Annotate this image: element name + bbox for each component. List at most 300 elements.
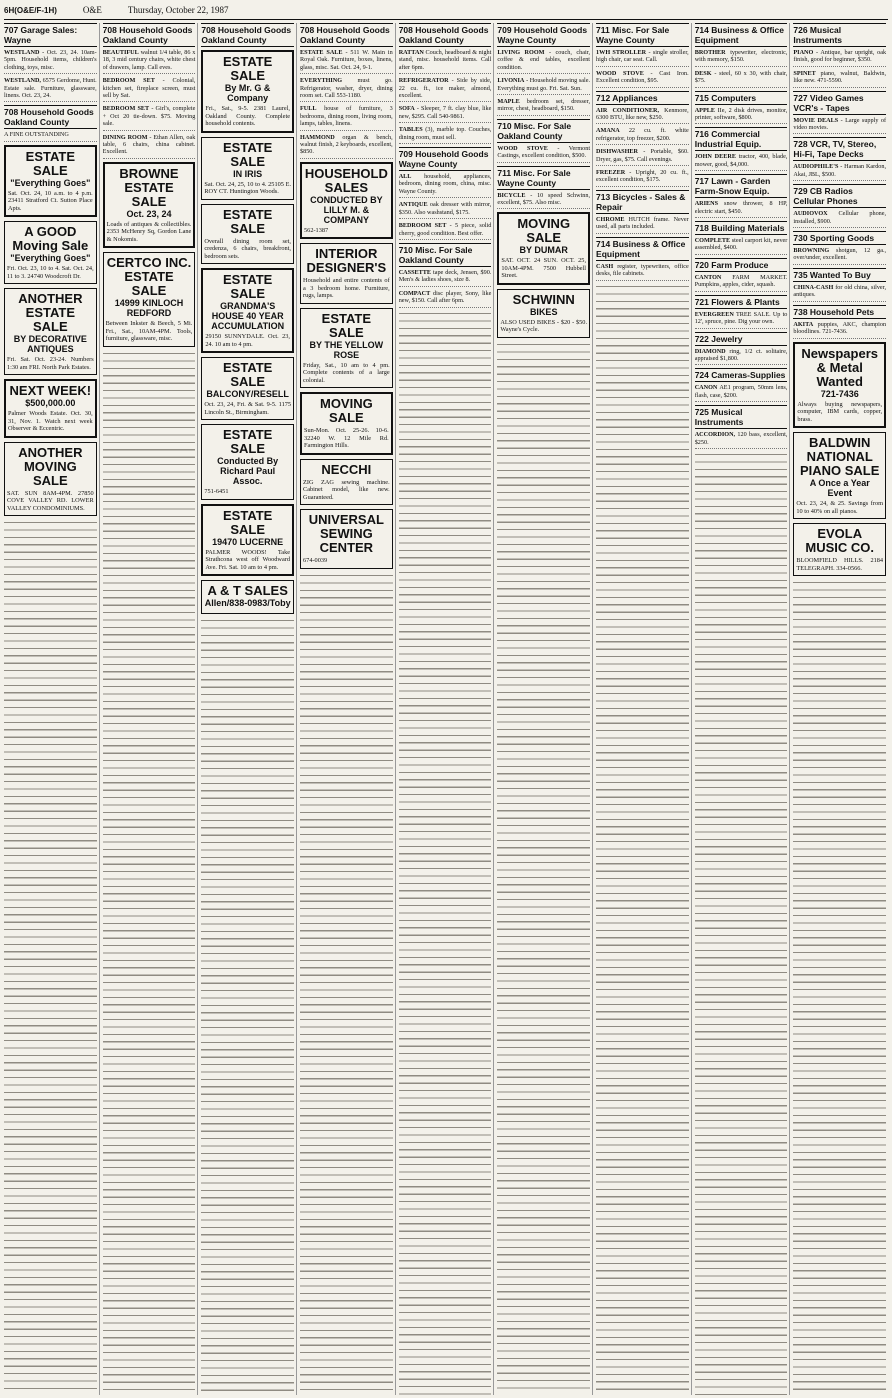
classified-ad (399, 201, 492, 219)
classified-ad (695, 107, 788, 125)
display-ad-big-text: ESTATE SALE (223, 206, 273, 236)
classified-ad (793, 163, 886, 181)
ad-lead: MAPLE (497, 98, 520, 106)
display-ad-mid-text: BY THE YELLOW ROSE (309, 339, 384, 360)
ad-text: - Household moving sale. Everything must go. Fri. Sat. Sun. (497, 77, 591, 92)
display-ad-sm-text: Fri., Sat., 9-5. 2381 Laurel, Oakland County. Complete household contents. (205, 105, 291, 127)
ad-text: tractor, 400, blade, mower, good, $4,000. (694, 153, 788, 168)
display-ad-sm-text: Loads of antiques & collectibles. 2353 McHenry Sq, Gordon Lane & Nokomis. (106, 220, 192, 243)
display-ad (103, 252, 196, 347)
display-ad-mid-text: BY DUMAR (519, 245, 568, 256)
display-ad-mid-text: CONDUCTED BY LILLY M. & COMPANY (310, 194, 383, 225)
display-ad-big-text: ESTATE SALE (321, 310, 372, 340)
ad-text: - Antique, bar upright, oak finish, good for beginner, $350. (793, 49, 887, 64)
section-heading: 714 Business & Office Equipment (695, 23, 788, 47)
classified-section (399, 243, 492, 308)
display-ad-mid-text: 19470 LUCERNE (212, 536, 284, 547)
column-6 (497, 23, 593, 1395)
ad-text: walnut 1/4 table, 86 x 18, 3 mid century chairs, white chest of drawers, lamp. Call eves. (102, 49, 196, 71)
ad-text: oak dresser with mirror, $350. Also washstand, $175. (398, 201, 492, 216)
classified-section (596, 23, 689, 88)
ad-text: - Oct. 23, 24. 10am-5pm. Household items, children's clothing, toys, misc. (4, 49, 97, 71)
ad-text: - Colonial, kitchen set, fireplace screen, must sell by Sat. (102, 77, 196, 100)
ad-text: - Portable, $60. Dryer, gas, $75. Call evenings. (596, 148, 689, 163)
display-ad-mid-text: Conducted By Richard Paul Assoc. (217, 456, 279, 486)
classified-ad (596, 148, 689, 166)
display-ad-big-text: CERTCO INC. ESTATE SALE (106, 255, 192, 299)
section-heading: 708 Household Goods Oakland County (103, 23, 196, 47)
display-ad-sm-text: Oct. 23, 24, & 25. Savings from 10 to 40% on all pianos. (796, 500, 884, 515)
ad-text: - Upright, 20 cu. ft., excellent condition, $175. (596, 169, 689, 184)
classified-ad (399, 49, 492, 74)
classified-ad (596, 127, 689, 145)
classified-ad (103, 134, 196, 159)
section-heading: 717 Lawn - Garden Farm-Snow Equip. (695, 174, 788, 198)
section-heading: 708 Household Goods Oakland County (201, 23, 294, 47)
section-heading: 730 Sporting Goods (793, 231, 886, 245)
display-ad (793, 432, 886, 519)
display-ad-mid-text: 14999 KINLOCH REDFORD (114, 298, 184, 319)
display-ad-sm-text: 562-1387 (304, 226, 329, 234)
ad-text: shotgun, 12 ga., over/under, excellent. (793, 247, 887, 262)
classified-ad (300, 77, 393, 102)
ad-text: register, typewriters, office desks, file cabinets. (596, 262, 689, 278)
classified-section (695, 368, 788, 402)
display-ad-sm-text: SAT. OCT. 24 SUN. OCT. 25, 10AM-4PM. 7500 Hubbell Street. (501, 257, 587, 280)
ad-lead: DESK (694, 69, 712, 77)
classified-section (596, 190, 689, 234)
display-ad-mid-text: GRANDMA'S HOUSE 40 YEAR ACCUMULATION (211, 301, 285, 331)
section-heading: 709 Household Goods Wayne County (497, 23, 590, 47)
ad-lead: COMPLETE (694, 237, 731, 245)
ad-lead: JOHN DEERE (694, 153, 736, 161)
section-heading: 707 Garage Sales: Wayne (4, 23, 97, 47)
ad-lead: CHROME (596, 215, 625, 223)
classified-ad (695, 311, 788, 329)
classified-ad (300, 49, 393, 74)
classified-ad (695, 431, 788, 449)
classified-ad (793, 70, 886, 88)
ad-lead: HAMMOND (300, 133, 335, 141)
ad-lead: FREEZER (596, 169, 626, 177)
section-heading: 716 Commercial Industrial Equip. (695, 127, 788, 151)
display-ad-sm-text: Sat. Oct. 24, 25, 10 to 4. 25105 E. ROY CT. Huntington Woods. (204, 180, 292, 195)
display-ad-mid-text: By Mr. G & Company (224, 83, 271, 103)
ad-text: - 5 piece, solid cherry, good condition. Best offer. (398, 222, 492, 237)
display-ad-big-text: SCHWINN (512, 291, 575, 307)
classified-ad (103, 49, 196, 74)
display-ad-sm-text: 751-6451 (204, 488, 229, 495)
classified-ad (793, 210, 886, 228)
fine-print-texture (4, 520, 97, 1395)
classified-section (695, 91, 788, 125)
display-ad (4, 442, 97, 517)
display-ad (201, 204, 294, 265)
classified-ad (399, 269, 492, 287)
section-heading: 709 Household Goods Wayne County (399, 147, 492, 171)
display-ad-mid-text: 721-7436 (820, 388, 859, 399)
display-ad-big-text: ESTATE SALE (223, 272, 273, 301)
section-heading: 710 Misc. For Sale Oakland County (497, 119, 590, 143)
fine-print-texture (695, 452, 788, 1395)
column-5 (399, 23, 495, 1395)
display-ad (300, 392, 393, 455)
ad-lead: WOOD STOVE (497, 144, 548, 152)
section-heading: 708 Household Goods Oakland County (399, 23, 492, 47)
ad-lead: ESTATE SALE (300, 49, 343, 56)
ad-lead: CASSETTE (398, 268, 432, 276)
ad-text: bedroom set, dresser, mirror, chest, headboard, $150. (497, 98, 591, 113)
ad-text: - Vermont Castings, excellent condition, $500. (497, 144, 591, 160)
ad-lead: COMPACT (398, 289, 431, 297)
display-ad (497, 289, 590, 338)
ad-lead: BEDROOM SET (102, 77, 155, 85)
classified-ad (4, 77, 97, 102)
display-ad (793, 342, 886, 429)
display-ad (201, 50, 294, 133)
classified-ad (596, 70, 689, 88)
classified-section (695, 258, 788, 292)
display-ad-big-text: ESTATE SALE (223, 360, 273, 389)
ad-lead: BROWNING (793, 247, 830, 255)
ad-text: - Girl's, complete + Oct 20 tie-down. $75. Moving sale. (102, 105, 196, 128)
classified-ad (695, 70, 788, 88)
ad-text: - Side by side, 22 cu. ft., ice maker, almond, excellent. (398, 77, 492, 100)
display-ad (201, 424, 294, 500)
ad-lead: CHINA-CASH (793, 283, 834, 291)
ad-text: ring, 1/2 ct. solitaire, appraised $1,800. (694, 347, 788, 362)
ad-lead: 1WH STROLLER (596, 49, 647, 56)
ad-lead: AKITA (793, 320, 814, 328)
column-8 (695, 23, 791, 1395)
classified-ad (695, 384, 788, 402)
classified-ad (695, 49, 788, 67)
display-ad (201, 504, 294, 577)
ad-lead: DISHWASHER (596, 148, 638, 156)
column-2 (103, 23, 199, 1395)
display-ad-sm-text: Fri. Sat. Oct. 23-24. Numbers 1:30 am FRI. North Park Estates. (7, 356, 94, 371)
classified-ad (695, 237, 788, 255)
ad-lead: ACCORDION, (694, 431, 736, 439)
display-ad (300, 308, 393, 389)
ad-lead: LIVONIA (497, 77, 525, 85)
display-ad-mid-text: "Everything Goes" (10, 253, 91, 264)
classified-section (793, 305, 886, 339)
section-heading: 738 Household Pets (793, 305, 886, 319)
ad-lead: DINING ROOM (102, 133, 148, 141)
classified-ad (793, 247, 886, 265)
ad-lead: WESTLAND (4, 49, 40, 56)
display-ad-big-text: A GOOD Moving Sale (12, 224, 89, 254)
ad-lead: WOOD STOVE (596, 69, 644, 77)
classified-ad (399, 173, 492, 198)
classified-ad (596, 107, 689, 125)
classified-section (695, 174, 788, 218)
ad-text: IIe, 2 disk drives, monitor, printer, software, $800. (694, 106, 788, 122)
classified-ad (497, 98, 590, 116)
display-ad-big-text: HOUSEHOLD SALES (304, 165, 388, 195)
display-ad-mid-text: Oct. 23, 24 (126, 208, 172, 219)
display-ad-mid-text: Allen/838-0983/Toby (204, 598, 291, 608)
classified-section (793, 91, 886, 135)
ad-text: 22 cu. ft. white refrigerator, top freezer, $200. (596, 127, 689, 142)
ad-text: FARM MARKET. Pumpkins, apples, cider, squash. (694, 273, 788, 289)
display-ad-big-text: INTERIOR DESIGNER'S (306, 246, 387, 276)
fine-print-texture (596, 284, 689, 1396)
classified-section (596, 91, 689, 187)
classified-section (695, 405, 788, 449)
classified-section (103, 23, 196, 159)
ad-lead: MOVIE DEALS (793, 116, 839, 124)
display-ad-big-text: BROWNE ESTATE SALE (119, 165, 179, 209)
display-ad-big-text: ESTATE SALE (223, 139, 273, 169)
fine-print-texture (201, 618, 294, 1395)
classified-section (497, 119, 590, 163)
section-heading: 715 Computers (695, 91, 788, 105)
section-heading: 722 Jewelry (695, 332, 788, 346)
display-ad-mid-text: "Everything Goes" (10, 177, 91, 188)
display-ad-sm-text: PALMER WOODS! Take Strathcona west off Woodward Ave. Fri. Sat. 10 am to 4 pm. (205, 548, 291, 571)
classified-section (497, 23, 590, 116)
display-ad-sm-text: ZIG ZAG sewing machine. Cabinet model, like new. Guaranteed. (303, 478, 390, 501)
display-ad (4, 288, 97, 375)
display-ad-big-text: UNIVERSAL SEWING CENTER (308, 512, 384, 556)
ad-text: piano, walnut, Baldwin, like new. 471-5590. (793, 69, 887, 85)
ad-lead: CANON (694, 384, 718, 392)
ad-text: - Ethan Allen, oak table, 6 chairs, china cabinet. Excellent. (102, 133, 196, 156)
section-heading: 735 Wanted To Buy (793, 268, 886, 282)
ad-lead: DIAMOND (694, 347, 726, 355)
display-ad-big-text: ANOTHER MOVING SALE (18, 444, 83, 488)
ad-lead: BROTHER (694, 49, 726, 56)
ad-text: 6575 Gerdome, Hunt. Estate sale. Furniture, glassware, linens. Oct. 23, 24. (4, 77, 97, 100)
masthead (4, 3, 888, 20)
display-ad-sm-text: Friday, Sat., 10 am to 4 pm. Complete contents of a large colonial. (303, 361, 390, 384)
display-ad-big-text: ESTATE SALE (25, 148, 76, 178)
section-heading: 721 Flowers & Plants (695, 295, 788, 309)
classified-section (793, 23, 886, 88)
ad-text: household, appliances, bedroom, dining room, china, misc. Wayne County. (398, 173, 492, 195)
ad-lead: PIANO (793, 49, 814, 56)
column-9 (793, 23, 888, 1395)
ad-text: must go. Refrigerator, washer, dryer, dining room set. Call 553-1180. (300, 77, 393, 100)
classified-section (201, 23, 294, 47)
display-ad-mid-text: BALCONY/RESELL (206, 389, 289, 399)
ad-lead: AMANA (596, 127, 620, 135)
display-ad-mid-text: BY DECORATIVE ANTIQUES (13, 334, 87, 355)
display-ad-sm-text: Palmer Woods Estate. Oct. 30, 31, Nov. 1. Watch next week Observer & Eccentric. (8, 410, 93, 433)
section-heading: 718 Building Materials (695, 221, 788, 235)
display-ad-sm-text: Oct. 23, 24, Fri. & Sat. 9-5. 1175 Lincoln St., Birmingham. (204, 401, 292, 416)
display-ad-big-text: ANOTHER ESTATE SALE (18, 291, 83, 335)
ad-text: A FINE OUTSTANDING (4, 131, 69, 139)
classified-section (793, 184, 886, 228)
display-ad-sm-text: BLOOMFIELD HILLS. 2184 TELEGRAPH. 334-0566. (796, 557, 884, 572)
classified-ad (793, 49, 886, 67)
ad-text: Couch, headboard & night stand, misc. household items. Call after 6pm. (398, 49, 492, 71)
issue-date: Thursday, October 22, 1987 (127, 5, 229, 15)
display-ad-sm-text: Household and entire contents of a 3 bedroom home. Furniture, rugs, lamps. (303, 277, 390, 300)
ad-text: tape deck, Jensen, $90. Men's & ladies shoes, size 8. (398, 268, 492, 284)
classified-ad (596, 263, 689, 281)
display-ad-sm-text: Sat. Oct. 24, 10 a.m. to 4 p.m. 23411 Stratford Ct. Sutton Place Apts. (8, 189, 93, 212)
section-heading: 712 Appliances (596, 91, 689, 105)
display-ad-big-text: Newspapers & Metal Wanted (801, 345, 878, 389)
ad-text: disc player, Sony, like new, $150. Call after 6pm. (398, 289, 492, 305)
classified-ad (399, 290, 492, 308)
display-ad-sm-text: ALSO USED BIKES - $20 - $50. Wayne's Cycle. (500, 318, 588, 334)
classified-ad (596, 49, 689, 67)
classified-section (4, 23, 97, 102)
ad-lead: BEDROOM SET (102, 105, 150, 113)
section-heading: 710 Misc. For Sale Oakland County (399, 243, 492, 267)
display-ad-sm-text: Always buying newspapers, computer, IBM cards, copper, brass. (797, 400, 883, 423)
ad-text: - 511 W. Main in Royal Oak. Furniture, boxes, linens, glass, misc. Sat. Oct. 24, 9-1. (300, 49, 393, 71)
display-ad-big-text: MOVING SALE (319, 396, 373, 426)
display-ad-mid-text: BIKES (529, 306, 558, 317)
display-ad (201, 580, 294, 614)
classified-ad (695, 200, 788, 218)
classified-ad (4, 49, 97, 74)
ad-text: - couch, chair, coffee & end tables, excellent condition. (497, 49, 591, 71)
classified-ad (399, 126, 492, 144)
classified-section (4, 105, 97, 141)
ad-text: - Harman Kardon, Akai, JBL, $500. (793, 163, 887, 178)
display-ad-sm-text: Sun-Mon. Oct. 25-26. 10-6. 32240 W. 12 Mile Rd. Farmington Hills. (304, 427, 389, 450)
section-heading: 728 VCR, TV, Stereo, Hi-Fi, Tape Decks (793, 137, 886, 161)
ad-text: - Large supply of video movies. (793, 116, 887, 132)
display-ad (201, 137, 294, 200)
section-heading: 726 Musical Instruments (793, 23, 886, 47)
ad-lead: AUDIOPHILE'S (793, 163, 839, 171)
section-heading: 727 Video Games VCR's - Tapes (793, 91, 886, 115)
classified-section (695, 295, 788, 329)
ad-text: typewriter, electronic, with memory, $150. (694, 49, 788, 64)
classified-section (399, 147, 492, 240)
section-heading: 714 Business & Office Equipment (596, 237, 689, 261)
ad-lead: AIR CONDITIONER, (596, 106, 660, 114)
ad-text: - single stroller, high chair, car seat. Call. (596, 49, 689, 64)
display-ad (497, 212, 590, 285)
ad-text: steel carport kit, never assembled, $400. (694, 237, 788, 252)
classified-ad (793, 284, 886, 302)
column-3 (201, 23, 297, 1395)
ad-text: Cellular phone, installed, $900. (793, 210, 887, 225)
display-ad (4, 221, 97, 284)
ad-text: - steel, 60 x 30, with chair, $75. (694, 69, 788, 85)
display-ad-big-text: ESTATE SALE (223, 54, 273, 83)
display-ad-sm-text: Overall dining room set, credenza, 6 chairs, breakfront, bedroom sets. (204, 237, 292, 260)
paper-name: O&E (82, 5, 102, 15)
classified-ad (103, 77, 196, 102)
section-heading: 708 Household Goods Oakland County (300, 23, 393, 47)
ad-text: snow thrower, 8 HP, electric start, $450. (694, 200, 788, 215)
ad-lead: ARIENS (694, 200, 719, 208)
ad-lead: ALL (398, 173, 412, 181)
ad-text: organ & bench, walnut finish, 2 keyboards, excellent, $850. (300, 133, 393, 156)
classified-section (695, 221, 788, 255)
ad-text: 120 bass, excellent, $250. (694, 431, 788, 446)
display-ad (4, 145, 97, 218)
ad-text: house of furniture, 3 bedrooms, dining room, living room, lamps, tables, linens. (300, 105, 393, 128)
ad-text: (3), marble top. Couches, dining room, must sell. (398, 126, 492, 141)
display-ad-big-text: ESTATE SALE (223, 507, 273, 537)
classified-ad (103, 105, 196, 130)
classified-columns (4, 23, 888, 1395)
display-ad (793, 523, 886, 576)
classified-section (399, 23, 492, 144)
ad-lead: CASH (596, 262, 614, 270)
fine-print-texture (300, 573, 393, 1395)
classified-ad (695, 348, 788, 366)
display-ad-big-text: ESTATE SALE (223, 427, 273, 456)
publication-code: 6H(O&E/F-1H) (4, 5, 57, 15)
classified-section (695, 332, 788, 366)
ad-text: - Cast Iron. Excellent condition, $95. (596, 69, 689, 85)
ad-lead: EVERYTHING (300, 77, 343, 85)
ad-lead: APPLE (694, 106, 715, 114)
ad-lead: SPINET (793, 69, 816, 77)
classified-ad (399, 77, 492, 102)
ad-text: Kenmore, 6300 BTU, like new, $250. (596, 106, 689, 122)
ad-lead: FULL (300, 105, 317, 113)
classified-ad (596, 216, 689, 234)
display-ad-big-text: BALDWIN NATIONAL PIANO SALE (799, 435, 880, 478)
classified-section (300, 23, 393, 159)
section-heading: 711 Misc. For Sale Wayne County (497, 166, 590, 190)
display-ad-sm-text: Between Inkster & Beech, 5 Mi. Fri., Sat., 10AM-4PM. Tools, furniture, glassware, misc. (105, 320, 193, 343)
ad-text: for old china, silver, antiques. (793, 283, 887, 299)
display-ad (201, 268, 294, 353)
display-ad-mid-text: A Once a Year Event (809, 478, 870, 498)
ad-text: - Sleeper, 7 ft. clay blue, like new, $295. Call 540-9861. (398, 105, 492, 120)
classified-ad (793, 321, 886, 339)
section-heading: 713 Bicycles - Sales & Repair (596, 190, 689, 214)
display-ad-big-text: A & T SALES (207, 583, 288, 598)
ad-lead: BEDROOM SET (398, 222, 447, 230)
classified-ad (695, 153, 788, 171)
ad-text: HUTCH frame. Never used, all parts included. (596, 215, 689, 231)
ad-lead: CANTON (694, 273, 722, 281)
classified-section (793, 268, 886, 302)
classified-section (695, 23, 788, 88)
classified-section (596, 237, 689, 281)
ad-text: puppies, AKC, champion bloodlines. 721-7436. (793, 320, 887, 336)
display-ad-sm-text: SAT. SUN 8AM-4PM. 27850 COVE VALLEY RD. LOWER VALLEY CONDOMINIUMS. (7, 489, 94, 512)
display-ad (300, 243, 393, 304)
classified-ad (793, 117, 886, 135)
ad-lead: EVERGREEN (694, 310, 734, 318)
ad-lead: BEAUTIFUL (102, 49, 139, 56)
ad-lead: RATTAN (398, 49, 424, 56)
classified-ad (497, 77, 590, 95)
column-7 (596, 23, 692, 1395)
ad-lead: LIVING ROOM (497, 49, 545, 56)
fine-print-texture (399, 311, 492, 1395)
section-heading: 711 Misc. For Sale Wayne County (596, 23, 689, 47)
classified-section (793, 137, 886, 181)
classified-ad (399, 222, 492, 240)
display-ad (300, 459, 393, 506)
display-ad (103, 162, 196, 249)
ad-text: TREE SALE. Up to 12', spruce, pine. Dig your own. (694, 310, 788, 326)
ad-lead: WESTLAND, (4, 77, 41, 85)
display-ad (4, 379, 97, 438)
display-ad-big-text: EVOLA MUSIC CO. (805, 526, 875, 555)
classified-ad (695, 274, 788, 292)
display-ad-mid-text: IN IRIS (233, 168, 263, 179)
ad-lead: AUDIOVOX (793, 210, 828, 218)
